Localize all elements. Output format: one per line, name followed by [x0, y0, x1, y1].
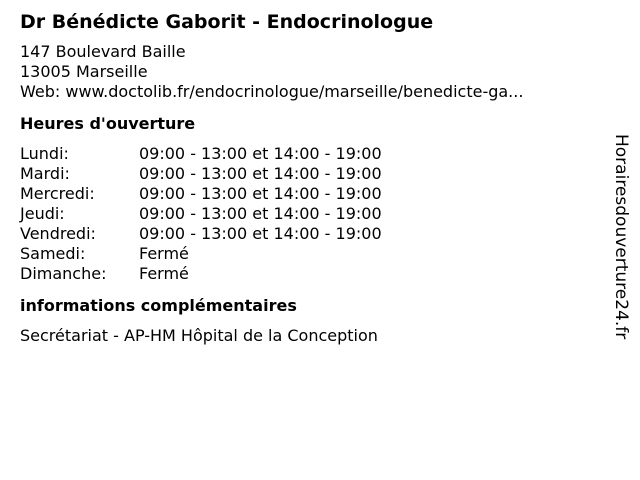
website-line: Web: www.doctolib.fr/endocrinologue/marseille/benedicte-ga...	[20, 82, 524, 101]
hours-row-friday	[20, 224, 600, 244]
business-card	[20, 10, 600, 346]
city-postal: 13005 Marseille	[20, 62, 148, 81]
day-label: Samedi:	[20, 244, 86, 263]
day-label: Vendredi:	[20, 224, 96, 243]
additional-info-text: Secrétariat - AP-HM Hôpital de la Conception	[20, 326, 378, 345]
day-label: Dimanche:	[20, 264, 107, 283]
hours-row-wednesday	[20, 184, 600, 204]
additional-info-heading: informations complémentaires	[20, 296, 297, 315]
day-label: Mercredi:	[20, 184, 95, 203]
hours-row-thursday	[20, 204, 600, 224]
hours-row-saturday	[20, 244, 600, 264]
address-block	[20, 42, 600, 102]
time-value: 09:00 - 13:00 et 14:00 - 19:00	[139, 144, 382, 163]
day-label: Jeudi:	[20, 204, 65, 223]
day-label: Mardi:	[20, 164, 70, 183]
day-label: Lundi:	[20, 144, 69, 163]
opening-hours-table	[20, 144, 600, 284]
opening-hours-heading: Heures d'ouverture	[20, 114, 196, 133]
page-title: Dr Bénédicte Gaborit - Endocrinologue	[20, 11, 434, 33]
street-address: 147 Boulevard Baille	[20, 42, 186, 61]
time-value: 09:00 - 13:00 et 14:00 - 19:00	[139, 224, 382, 243]
time-value: 09:00 - 13:00 et 14:00 - 19:00	[139, 164, 382, 183]
hours-row-sunday	[20, 264, 600, 284]
site-watermark: Horairesdouverture24.fr	[611, 134, 631, 340]
time-value: Fermé	[139, 264, 189, 283]
hours-row-tuesday	[20, 164, 600, 184]
time-value: 09:00 - 13:00 et 14:00 - 19:00	[139, 204, 382, 223]
time-value: Fermé	[139, 244, 189, 263]
hours-row-monday	[20, 144, 600, 164]
time-value: 09:00 - 13:00 et 14:00 - 19:00	[139, 184, 382, 203]
